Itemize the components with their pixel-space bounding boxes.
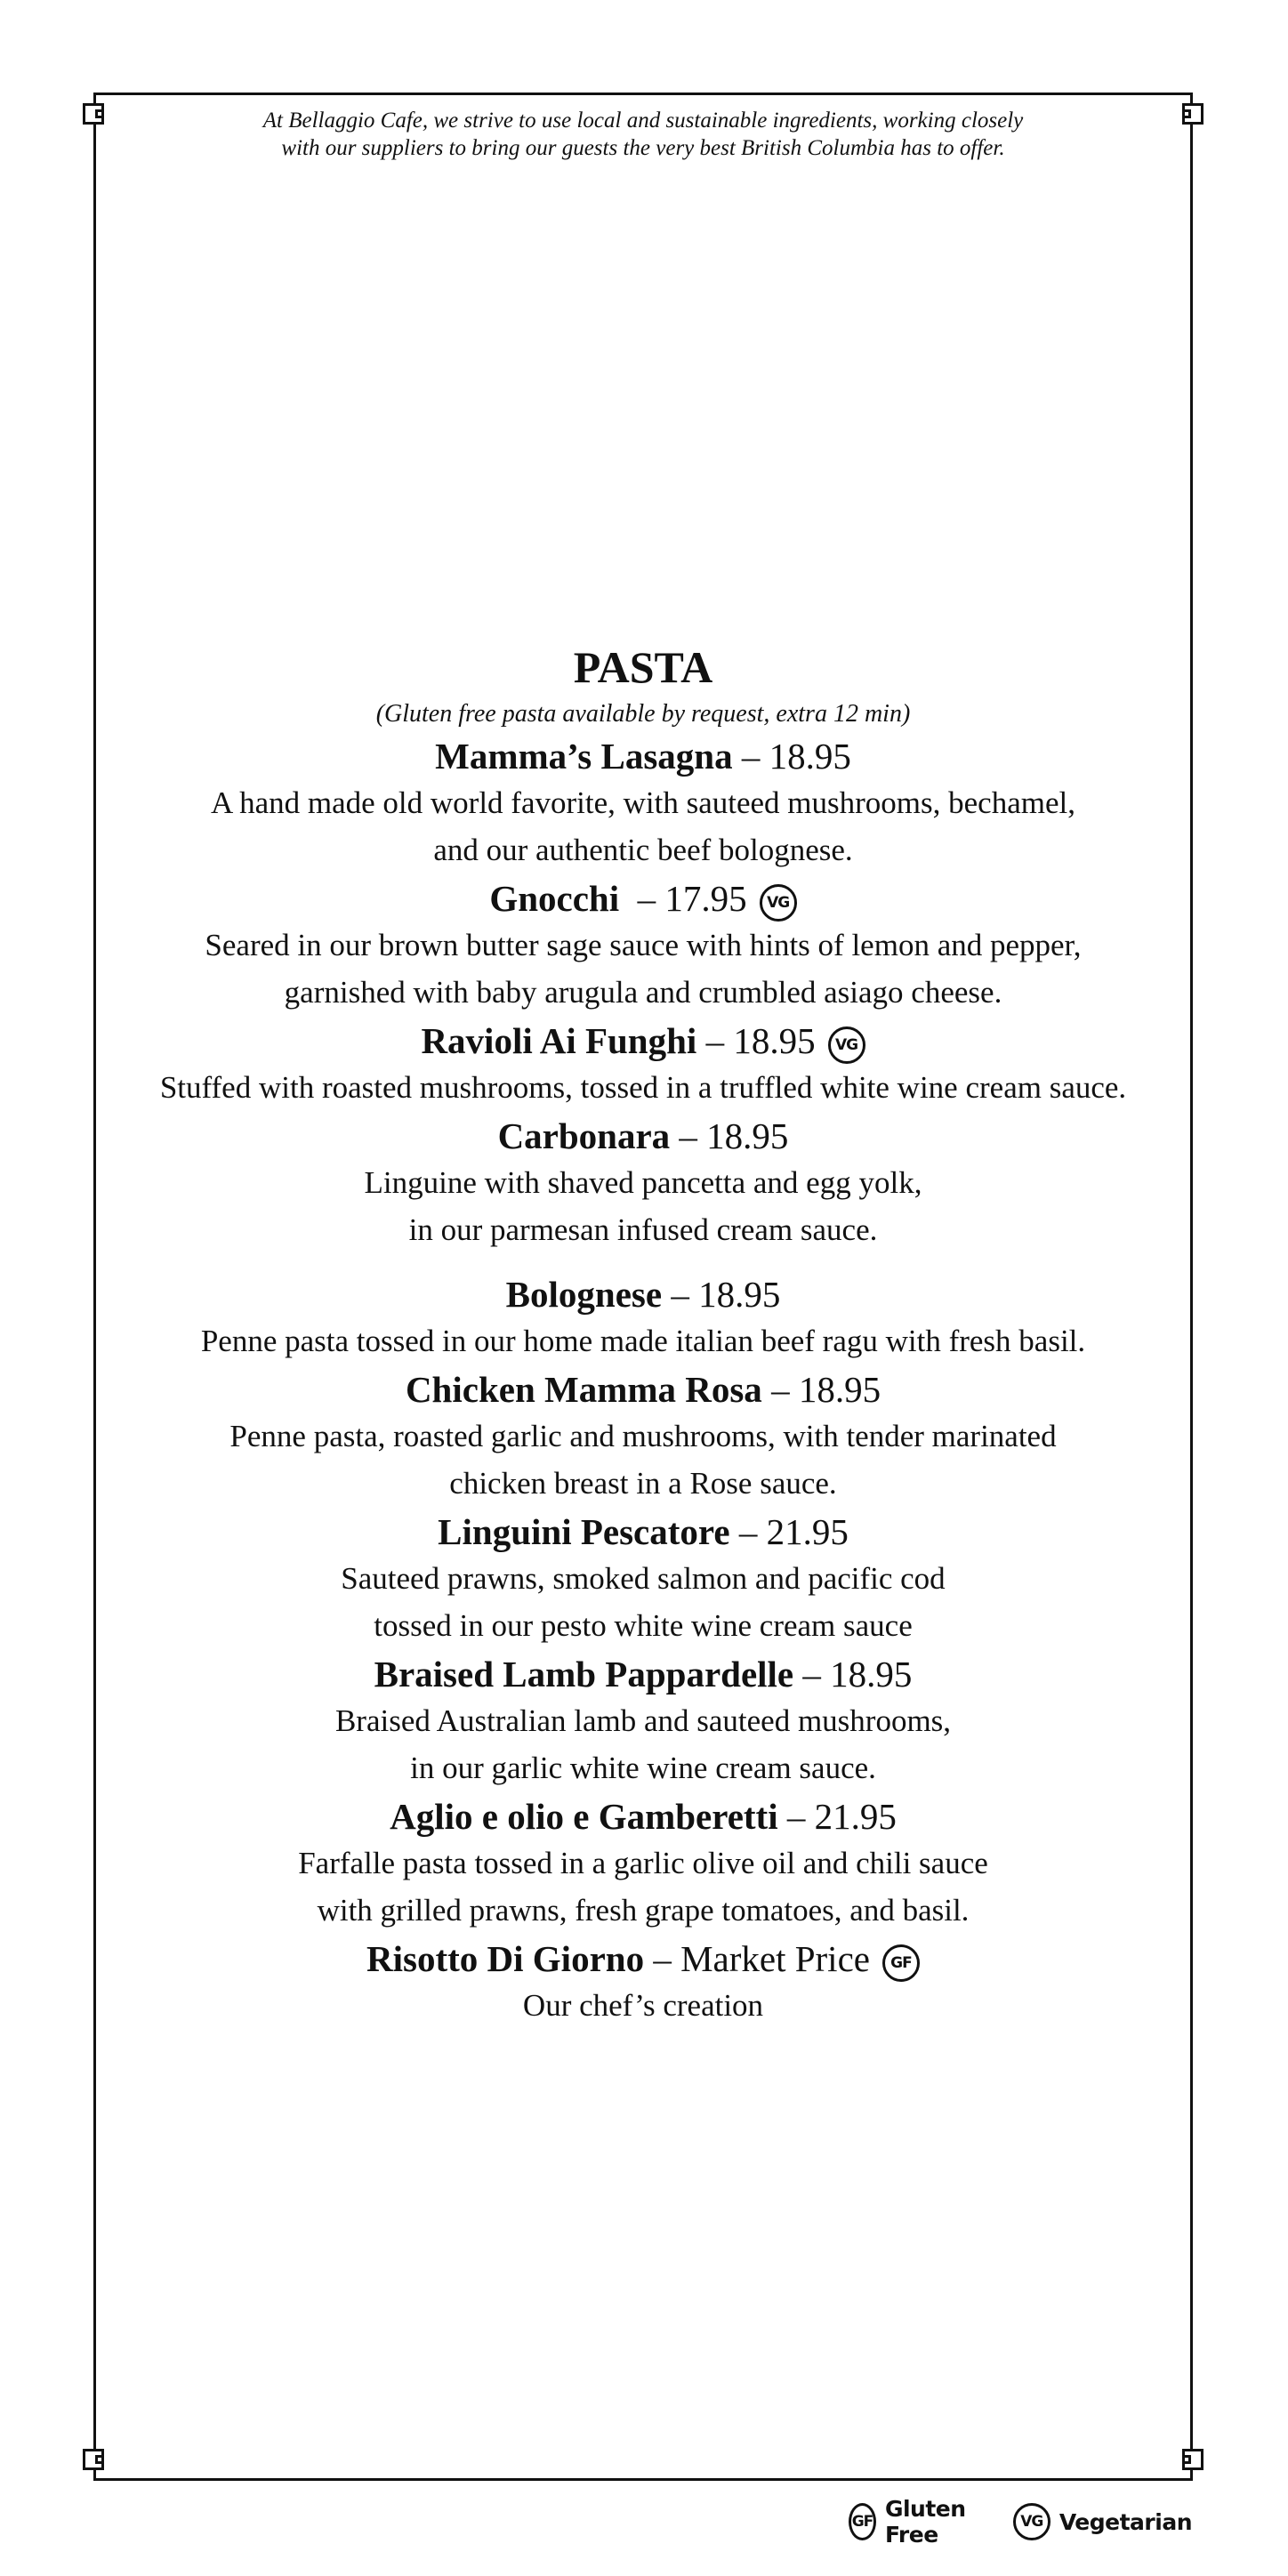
spacer [93,1253,1193,1269]
menu-item-name: Risotto Di Giorno [366,1938,645,1979]
menu-item-name: Mamma’s Lasagna [435,736,733,777]
vegetarian-icon: VG [828,1026,865,1064]
legend-vegetarian [1013,2503,1192,2540]
menu-item [93,1936,1193,2029]
menu-item [93,875,1193,1016]
menu-item-name: Aglio e olio e Gamberetti [390,1796,778,1837]
menu-items [93,733,1193,2029]
menu-item-heading [93,1271,1193,1317]
menu-item-price: – Market Price [644,1938,870,1979]
menu-item-heading [93,1018,1193,1064]
corner-ornament-bottom-right [1182,2449,1203,2470]
menu-item-name: Bolognese [505,1274,663,1315]
menu-item-name: Carbonara [497,1115,671,1156]
menu-item-price: – 18.95 [732,736,851,777]
menu-item-price: – 18.95 [793,1654,913,1695]
menu-item-name: Linguini Pescatore [438,1511,730,1552]
menu-item-description: Penne pasta, roasted garlic and mushrooms, with tender marinated [229,1419,1057,1453]
menu-item-heading [93,1366,1193,1413]
menu-item-price: – 18.95 [696,1020,816,1061]
intro-line: At Bellaggio Cafe, we strive to use local and sustainable ingredients, working closely [262,109,1024,133]
pasta-menu [93,639,1193,2029]
menu-item-description: Our chef’s creation [522,1988,764,2023]
menu-item [93,1018,1193,1111]
intro-statement [93,107,1193,162]
legend-gluten-free [849,2496,983,2548]
vegetarian-icon: VG [760,884,797,922]
corner-ornament-bottom-left [83,2449,104,2470]
menu-item-description: in our garlic white wine cream sauce. [410,1751,876,1785]
menu-item-description: Stuffed with roasted mushrooms, tossed in a truffled white wine cream sauce. [159,1070,1127,1105]
menu-item-description: Linguine with shaved pancetta and egg yolk, [364,1165,922,1200]
menu-item-description: Farfalle pasta tossed in a garlic olive oil and chili sauce [298,1846,988,1880]
menu-item [93,1271,1193,1364]
menu-item [93,1113,1193,1253]
menu-item-price: – 21.95 [777,1796,897,1837]
menu-item-name: Ravioli Ai Funghi [421,1020,697,1061]
menu-item-description: Seared in our brown butter sage sauce with hints of lemon and pepper, [205,928,1082,962]
menu-item-description: in our parmesan infused cream sauce. [408,1212,878,1247]
menu-item-description: Penne pasta tossed in our home made italian beef ragu with fresh basil. [200,1324,1086,1358]
menu-item-heading [93,875,1193,922]
menu-item-price: – 18.95 [670,1115,789,1156]
menu-item [93,1366,1193,1507]
section-note: (Gluten free pasta available by request, extra 12 min) [375,700,911,728]
menu-item-description: A hand made old world favorite, with sauteed mushrooms, bechamel, [211,785,1075,820]
menu-item-price: – 21.95 [729,1511,849,1552]
legend-label: Gluten Free [884,2496,966,2548]
menu-item-description: Sauteed prawns, smoked salmon and pacific cod [341,1561,946,1596]
intro-line: with our suppliers to bring our guests the very best British Columbia has to offer. [281,136,1005,160]
gluten-free-icon: GF [882,1944,920,1982]
menu-item-price: – 18.95 [662,1274,781,1315]
menu-item-name: Braised Lamb Pappardelle [374,1654,794,1695]
section-title: PASTA [573,642,713,692]
menu-item-heading [93,1793,1193,1839]
menu-item [93,1509,1193,1649]
menu-item-description: and our authentic beef bolognese. [433,833,853,867]
menu-item-price: – 17.95 [619,878,747,919]
menu-item-description: chicken breast in a Rose sauce. [449,1466,837,1501]
menu-item [93,1793,1193,1934]
gluten-free-icon: GF [849,2503,876,2540]
menu-item-heading [93,733,1193,779]
menu-item [93,733,1193,873]
menu-item-description: with grilled prawns, fresh grape tomatoes, and basil. [317,1893,970,1928]
menu-item-description: garnished with baby arugula and crumbled asiago cheese. [284,975,1002,1010]
menu-item-name: Gnocchi [489,878,620,919]
menu-item-heading [93,1113,1193,1159]
menu-item-heading [93,1509,1193,1555]
menu-item-heading [93,1936,1193,1982]
menu-item-price: – 18.95 [761,1369,881,1410]
menu-item-name: Chicken Mamma Rosa [405,1369,762,1410]
diet-legend [818,2496,1192,2548]
menu-item-heading [93,1651,1193,1697]
menu-item [93,1651,1193,1791]
menu-item-description: tossed in our pesto white wine cream sauce [374,1608,913,1643]
vegetarian-icon: VG [1013,2503,1051,2540]
menu-item-description: Braised Australian lamb and sauteed mushrooms, [334,1703,952,1738]
legend-label: Vegetarian [1059,2508,1192,2535]
